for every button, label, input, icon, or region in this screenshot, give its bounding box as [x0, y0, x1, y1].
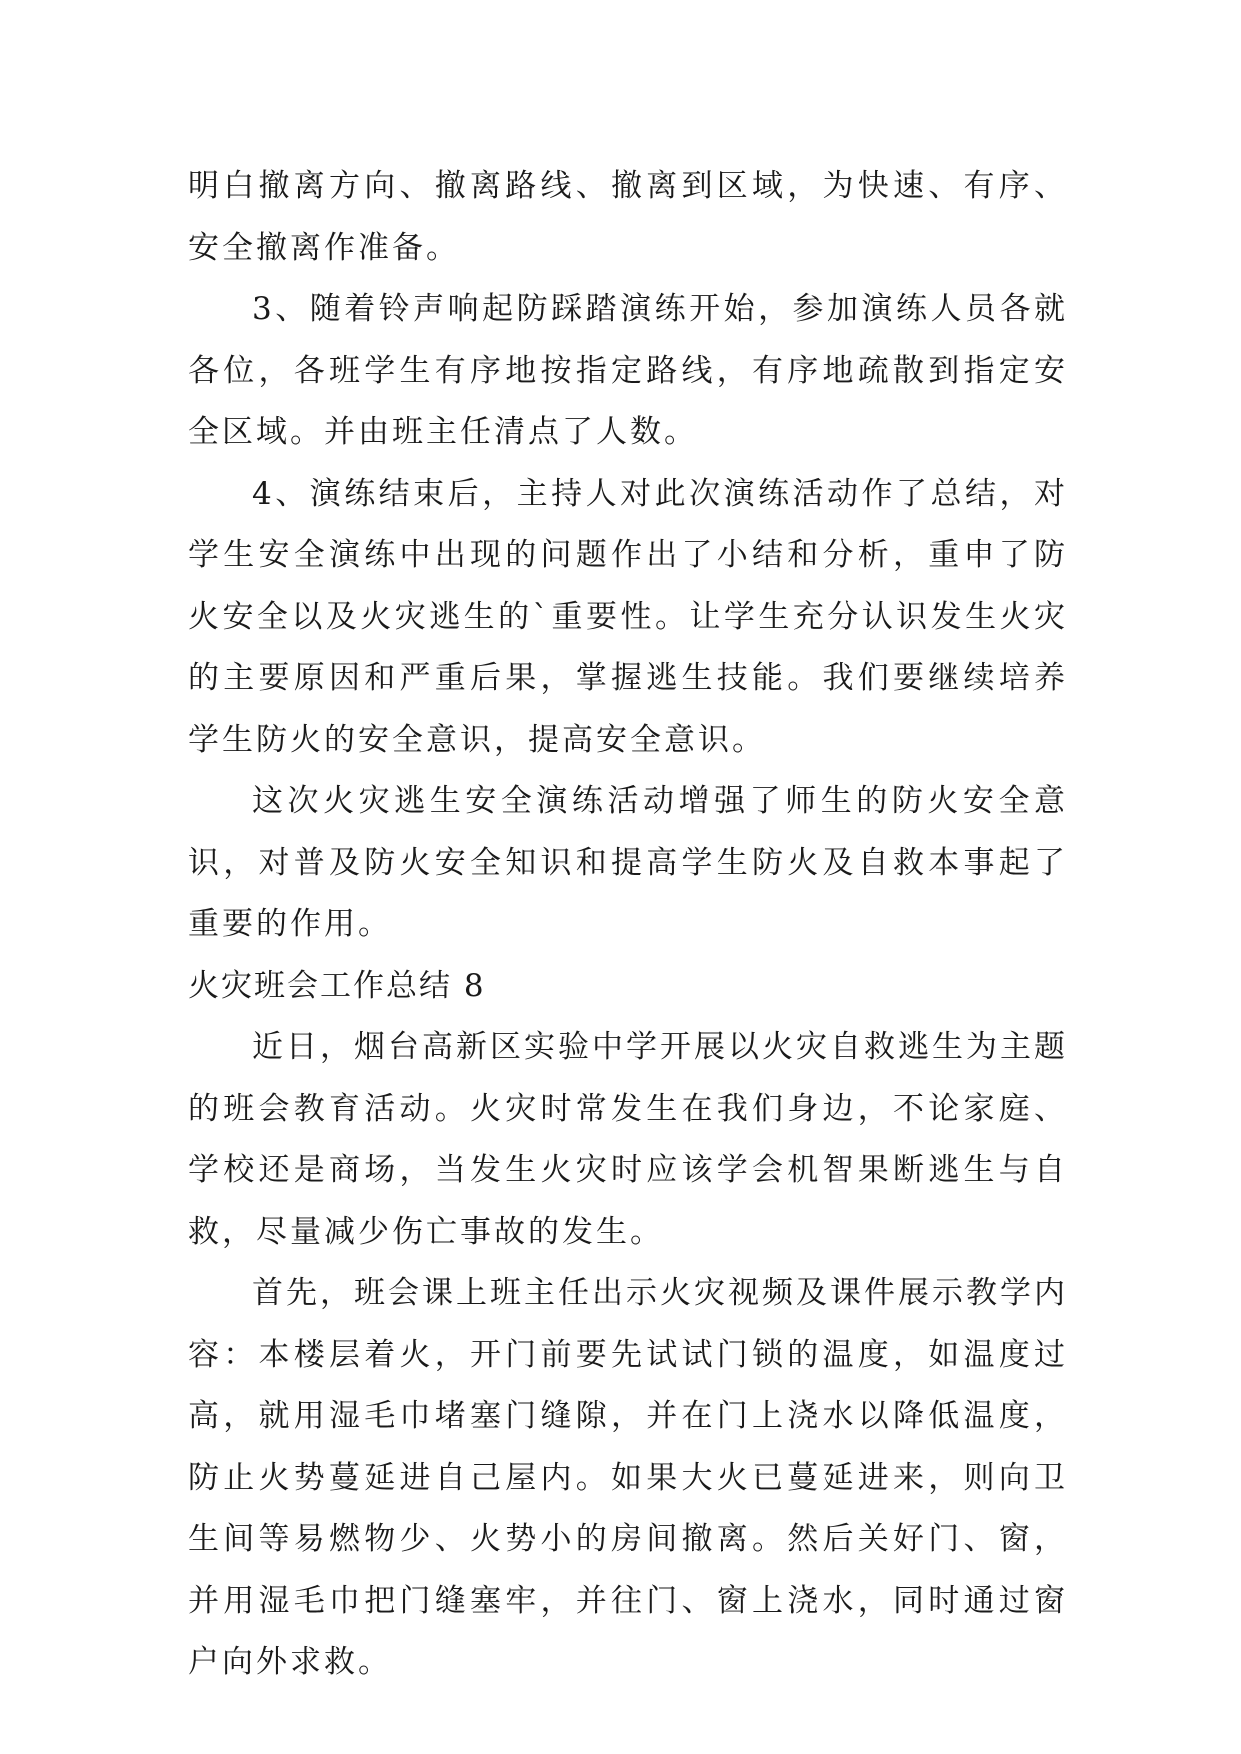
section-heading: 火灾班会工作总结 8 [188, 967, 486, 1004]
paragraph-class-meeting-content: 首先，班会课上班主任出示火灾视频及课件展示教学内容：本楼层着火，开门前要先试试门锁的温度，如温度过高，就用湿毛巾堵塞门缝隙，并在门上浇水以降低温度，防止火势蔓延进自己屋内。如果大火已蔓延进来，则向卫生间等易燃物少、火势小的房间撤离。然后关好门、窗，并用湿毛巾把门缝塞牢，并往门、窗上浇水，同时通过窗户向外求救。 [188, 1275, 1068, 1680]
document-body [188, 156, 1068, 1694]
paragraph-drill-start: 3、随着铃声响起防踩踏演练开始，参加演练人员各就各位，各班学生有序地按指定路线，有序地疏散到指定安全区域。并由班主任清点了人数。 [188, 291, 1068, 450]
paragraph-drill-summary: 4、演练结束后，主持人对此次演练活动作了总结，对学生安全演练中出现的问题作出了小结和分析，重申了防火安全以及火灾逃生的`重要性。让学生充分认识发生火灾的主要原因和严重后果，掌握逃生技能。我们要继续培养学生防火的安全意识，提高安全意识。 [188, 475, 1068, 758]
paragraph-evacuation-preparation: 明白撤离方向、撤离路线、撤离到区域，为快速、有序、安全撤离作准备。 [188, 168, 1068, 266]
paragraph-drill-conclusion: 这次火灾逃生安全演练活动增强了师生的防火安全意识，对普及防火安全知识和提高学生防火及自救本事起了重要的作用。 [188, 783, 1068, 942]
paragraph-class-meeting-intro: 近日，烟台高新区实验中学开展以火灾自救逃生为主题的班会教育活动。火灾时常发生在我们身边，不论家庭、学校还是商场，当发生火灾时应该学会机智果断逃生与自救，尽量减少伤亡事故的发生。 [188, 1029, 1068, 1250]
